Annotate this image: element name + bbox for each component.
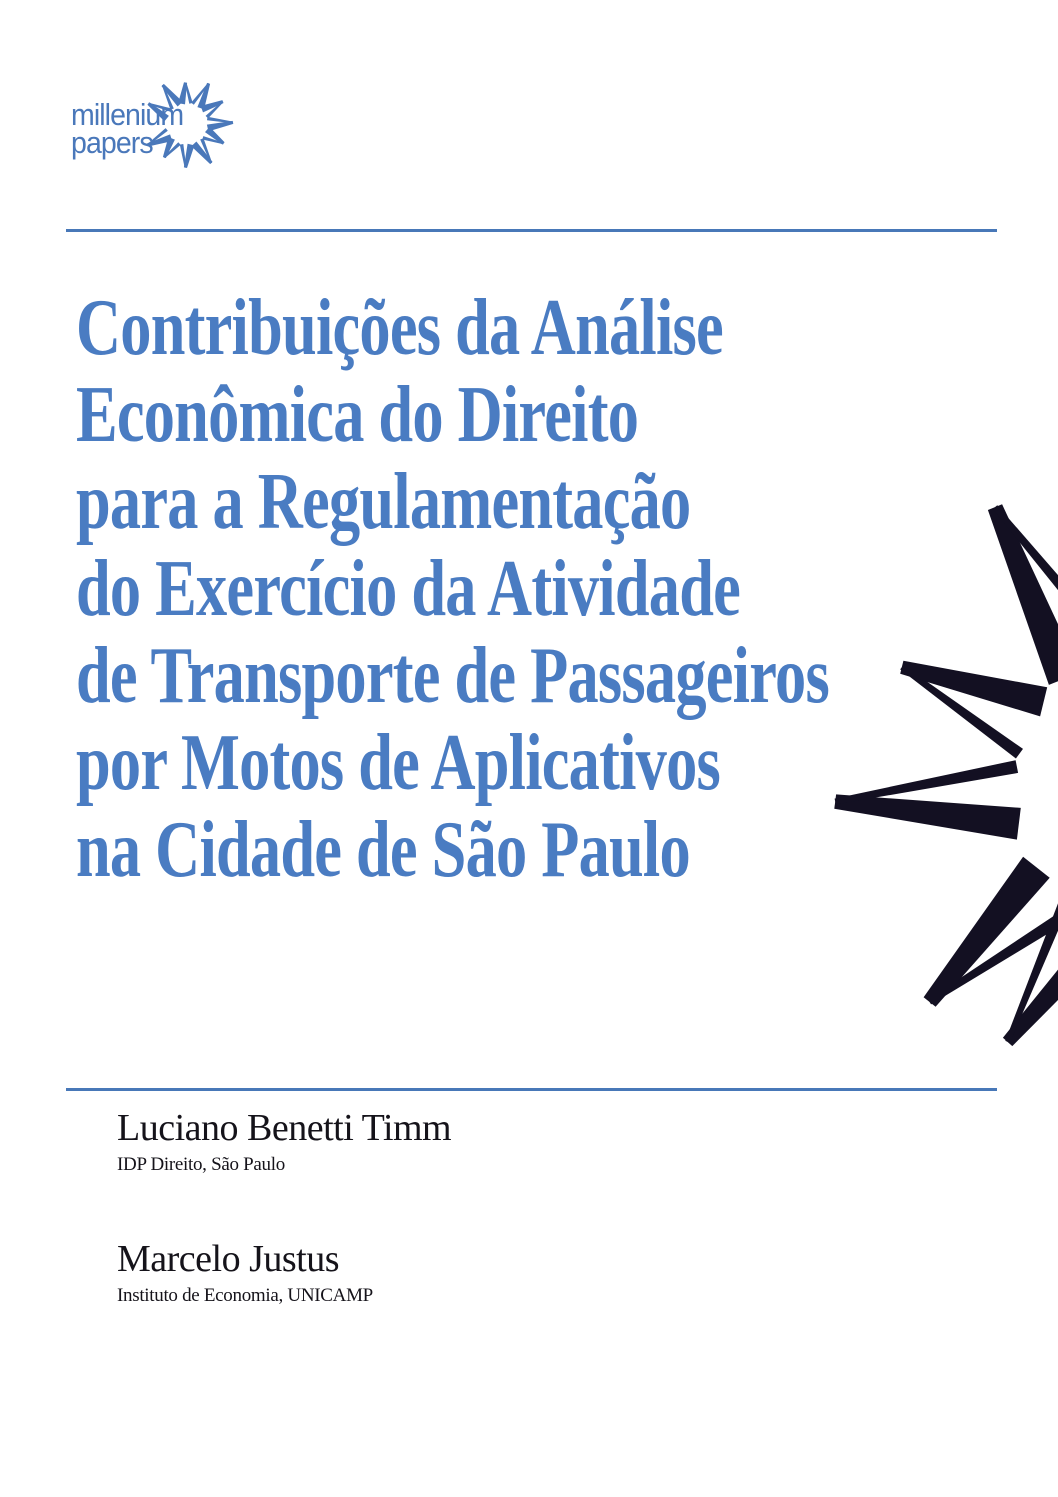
top-divider	[66, 229, 997, 232]
author-affiliation: Instituto de Economia, UNICAMP	[117, 1285, 373, 1306]
logo-wordmark-line2: papers	[71, 125, 153, 160]
title-line: Econômica do Direito	[76, 371, 639, 459]
author-block	[117, 1237, 373, 1307]
title-line: na Cidade de São Paulo	[76, 806, 690, 894]
logo-wordmark	[71, 97, 184, 160]
author-name: Luciano Benetti Timm	[117, 1107, 452, 1149]
bottom-divider	[66, 1088, 997, 1091]
author-block	[117, 1106, 451, 1176]
title-line: para a Regulamentação	[76, 458, 691, 546]
title-line: do Exercício da Atividade	[76, 545, 741, 633]
title-line: de Transporte de Passageiros	[76, 632, 829, 720]
page-title	[76, 285, 1051, 894]
author-affiliation: IDP Direito, São Paulo	[117, 1154, 285, 1175]
title-line: por Motos de Aplicativos	[76, 719, 721, 807]
title-line: Contribuições da Análise	[76, 284, 723, 372]
logo-wordmark-line1: millenium	[71, 97, 184, 132]
author-name: Marcelo Justus	[117, 1238, 340, 1280]
